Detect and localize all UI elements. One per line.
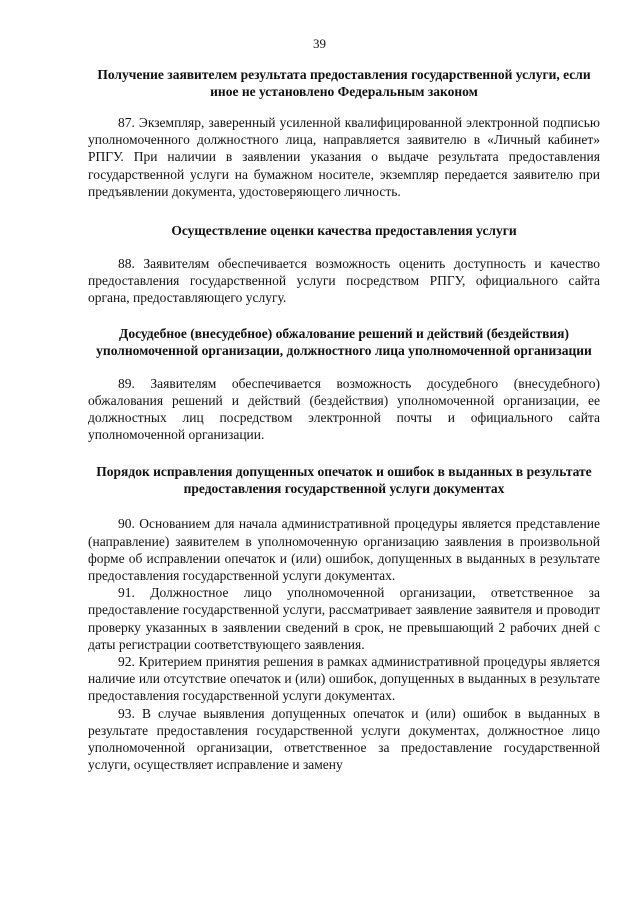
document-body — [88, 66, 600, 773]
section-heading-result: Получение заявителем результата предоставления государственной услуги, если иное не установлено Федеральным законом — [97, 67, 591, 99]
paragraph-88: 88. Заявителям обеспечивается возможность оценить доступность и качество предоставления государственной услуги посредством РПГУ, официального сайта органа, предоставляющего услугу. — [88, 256, 600, 306]
paragraph-93: 93. В случае выявления допущенных опечаток и (или) ошибок в выданных в результате предоставления государственной услуги документах, должностное лицо уполномоченной организации, ответственное за предоставление государственной услуги, осуществляет исправление и замену — [88, 705, 600, 773]
page-number: 39 — [313, 36, 326, 51]
section-heading-quality: Осуществление оценки качества предоставления услуги — [171, 223, 517, 239]
paragraph-91: 91. Должностное лицо уполномоченной организации, ответственное за предоставление государственной услуги, рассматривает заявление заявителя и проводит проверку указанных в заявлении сведений в срок, не превышающий 2 рабочих дней с даты регистрации соответствующего заявления. — [88, 585, 600, 652]
paragraph-90: 90. Основанием для начала административной процедуры является представление (направление) заявителем в уполномоченную организацию заявления в произвольной форме об исправлении опечаток и (или) ошибок, допущенных в выданных в результате предоставления государственной услуги документах. — [88, 516, 600, 584]
paragraph-89: 89. Заявителям обеспечивается возможность досудебного (внесудебного) обжалования решений и действий (бездействия) уполномоченной организации, ее должностных лиц посредством электронной почты и официального сайта уполномоченной организации. — [88, 375, 600, 443]
paragraph-87: 87. Экземпляр, заверенный усиленной квалифицированной электронной подписью уполномоченного должностного лица, направляется заявителю в «Личный кабинет» РПГУ. При наличии в заявлении указания о выдаче результата предоставления государственной услуги на бумажном носителе, экземпляр передается заявителю при предъявлении документа, удостоверяющего личность. — [88, 115, 600, 199]
paragraph-92: 92. Критерием принятия решения в рамках административной процедуры является наличие или отсутствие опечаток и (или) ошибок, допущенных в выданных в результате предоставления государственной услуги документах. — [88, 654, 600, 704]
section-heading-corrections: Порядок исправления допущенных опечаток и ошибок в выданных в результате предоставления государственной услуги документах — [96, 464, 592, 497]
section-heading-appeal: Досудебное (внесудебное) обжалование решений и действий (бездействия) уполномоченной организации, должностного лица уполномоченной организации — [96, 325, 592, 358]
